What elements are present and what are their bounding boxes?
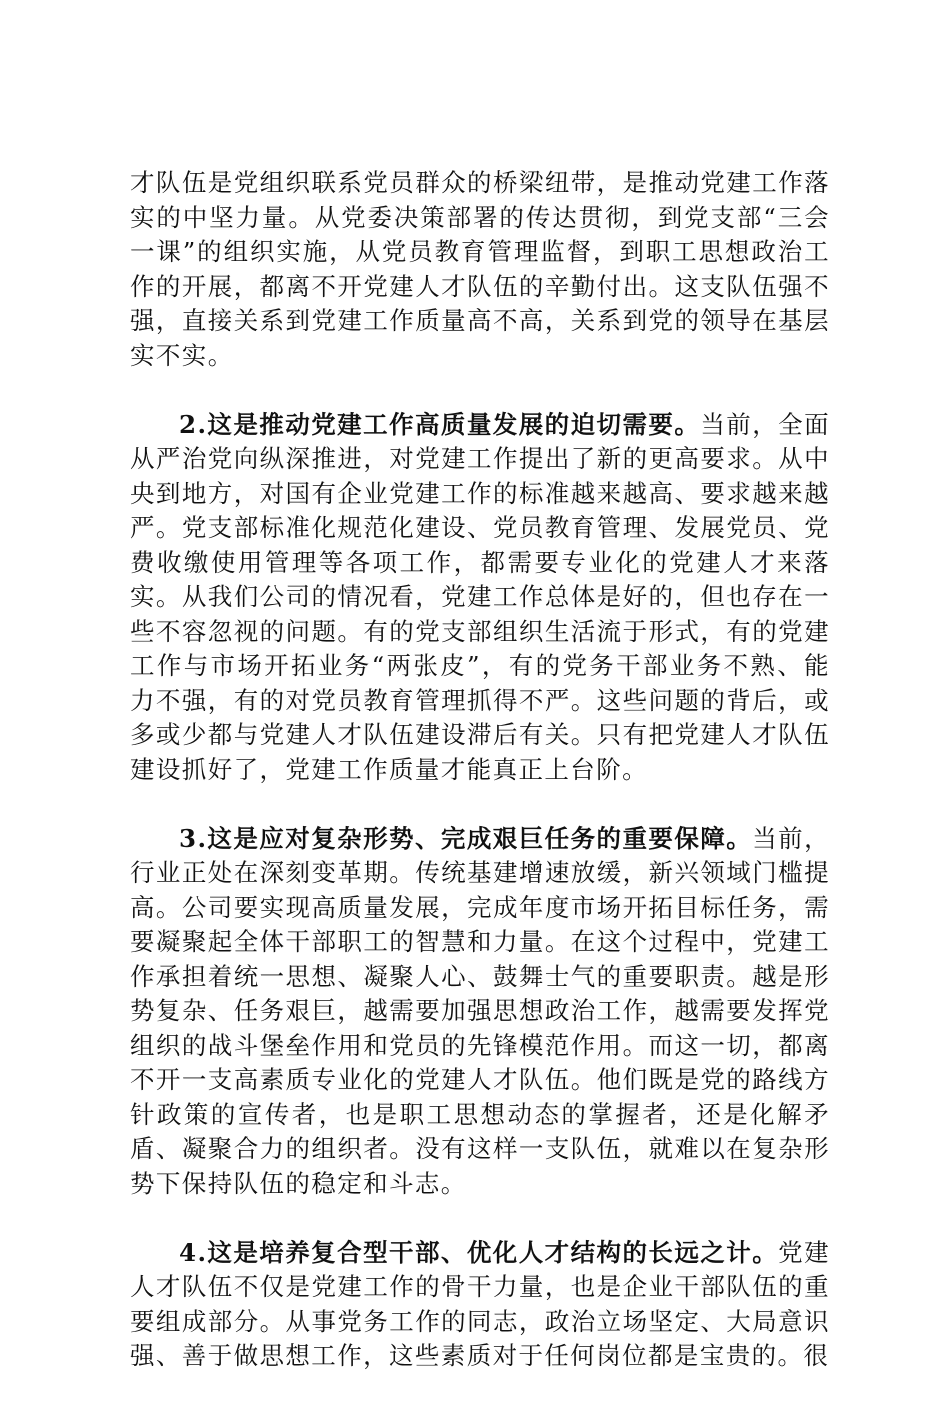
paragraph-3-heading: 3.这是应对复杂形势、完成艰巨任务的重要保障。 [179,823,753,853]
paragraph-1-text: 才队伍是党组织联系党员群众的桥梁纽带，是推动党建工作落实的中坚力量。从党委决策部署的传达贯彻，到党支部“三会一课”的组织实施，从党员教育管理监督，到职工思想政治工作的开展，都离不开党建人才队伍的辛勤付出。这支队伍强不强，直接关系到党建工作质量高不高，关系到党的领导在基层实不实。 [130,168,830,370]
document-body [130,166,830,1408]
paragraph-3-text: 当前，行业正处在深刻变革期。传统基建增速放缓，新兴领域门槛提高。公司要实现高质量发展，完成年度市场开拓目标任务，需要凝聚起全体干部职工的智慧和力量。在这个过程中，党建工作承担着统一思想、凝聚人心、鼓舞士气的重要职责。越是形势复杂、任务艰巨，越需要加强思想政治工作，越需要发挥党组织的战斗堡垒作用和党员的先锋模范作用。而这一切，都离不开一支高素质专业化的党建人才队伍。他们既是党的路线方针政策的宣传者，也是职工思想动态的掌握者，还是化解矛盾、凝聚合力的组织者。没有这样一支队伍，就难以在复杂形势下保持队伍的稳定和斗志。 [130,823,831,1198]
paragraph-3 [130,822,830,1202]
paragraph-2-text: 当前，全面从严治党向纵深推进，对党建工作提出了新的更高要求。从中央到地方，对国有企业党建工作的标准越来越高、要求越来越严。党支部标准化规范化建设、党员教育管理、发展党员、党费收缴使用管理等各项工作，都需要专业化的党建人才来落实。从我们公司的情况看，党建工作总体是好的，但也存在一些不容忽视的问题。有的党支部组织生活流于形式，有的党建工作与市场开拓业务“两张皮”，有的党务干部业务不熟、能力不强，有的对党员教育管理抓得不严。这些问题的背后，或多或少都与党建人才队伍建设滞后有关。只有把党建人才队伍建设抓好了，党建工作质量才能真正上台阶。 [130,409,830,784]
paragraph-1 [130,166,830,373]
paragraph-4-heading: 4.这是培养复合型干部、优化人才结构的长远之计。 [179,1237,779,1267]
paragraph-4 [130,1236,830,1374]
paragraph-4-text: 党建人才队伍不仅是党建工作的骨干力量，也是企业干部队伍的重要组成部分。从事党务工作的同志，政治立场坚定、大局意识强、善于做思想工作，这些素质对于任何岗位都是宝贵的。很 [130,1237,830,1370]
paragraph-2 [130,408,830,788]
paragraph-2-heading: 2.这是推动党建工作高质量发展的迫切需要。 [179,409,701,439]
